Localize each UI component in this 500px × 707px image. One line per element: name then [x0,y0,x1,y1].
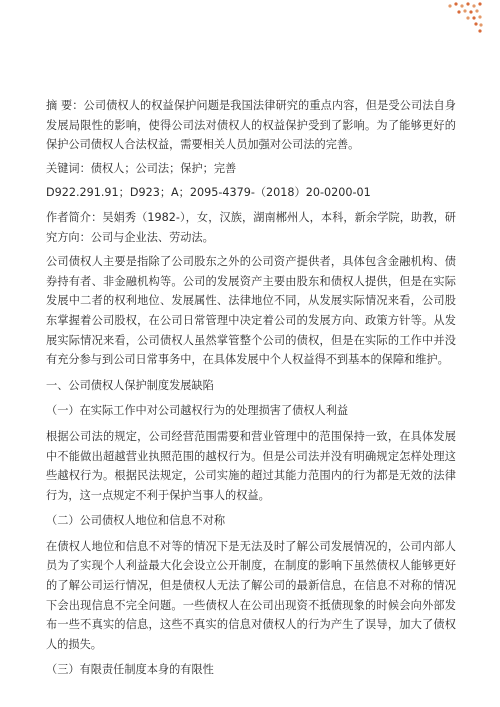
subsection-heading-2: （二）公司债权人地位和信息不对称 [46,514,226,528]
subsection-heading-3: （三）有限责任制度本身的有限性 [46,663,214,677]
corner-decoration-icon [440,0,486,46]
document-body [46,96,456,686]
section-heading: 一、公司债权人保护制度发展缺陷 [46,378,214,392]
intro-paragraph: 公司债权人主要是指除了公司股东之外的公司资产提供者，具体包含金融机构、债券持有者、非金融机构等。公司的发展资产主要由股东和债权人提供，但是在实际发展中二者的权利地位、发展属性、法律地位不同，从发展实际情况来看，公司股东掌握着公司股权，在公司日常管理中决定着公司的发展方向、政策方针等。从发展实际情况来看，公司债权人虽然掌管整个公司的债权，但是在实际的工作中并没有充分参与到公司日常事务中，在具体发展中个人权益得不到基本的保障和维护。 [46,255,456,367]
classification-number: D922.291.91；D923；A；2095-4379-（2018）20-0200-01 [46,186,371,200]
subsection-heading-1: （一）在实际工作中对公司越权行为的处理损害了债权人利益 [46,404,349,418]
author-bio: 作者简介：吴娟秀（1982-），女，汉族，湖南郴州人，本科，新余学院，助教，研究方向：公司与企业法、劳动法。 [46,210,456,244]
subsection-2-paragraph: 在债权人地位和信息不对等的情况下是无法及时了解公司发展情况的，公司内部人员为了实现个人利益最大化会设立公开制度，在制度的影响下虽然债权人能够更好的了解公司运行情况，但是债权人无法了解公司的最新信息，在信息不对称的情况下会出现信息不完全问题。一些债权人在公司出现资不抵债现象的时候会向外部发布一些不真实的信息，这些不真实的信息对债权人的行为产生了误导，加大了债权人的损失。 [46,539,456,651]
abstract: 摘 要：公司债权人的权益保护问题是我国法律研究的重点内容，但是受公司法自身发展局限性的影响，使得公司法对债权人的权益保护受到了影响。为了能够更好的保护公司债权人合法权益，需要相关人员加强对公司法的完善。 [46,99,456,152]
subsection-1-paragraph: 根据公司法的规定，公司经营范围需要和营业管理中的范围保持一致，在具体发展中不能做出超越营业执照范围的越权行为。但是公司法并没有明确规定怎样处理这些越权行为。根据民法规定，公司实施的超过其能力范围内的行为都是无效的法律行为，这一点规定不利于保护当事人的权益。 [46,429,456,502]
keywords: 关键词：债权人；公司法；保护；完善 [46,161,237,175]
